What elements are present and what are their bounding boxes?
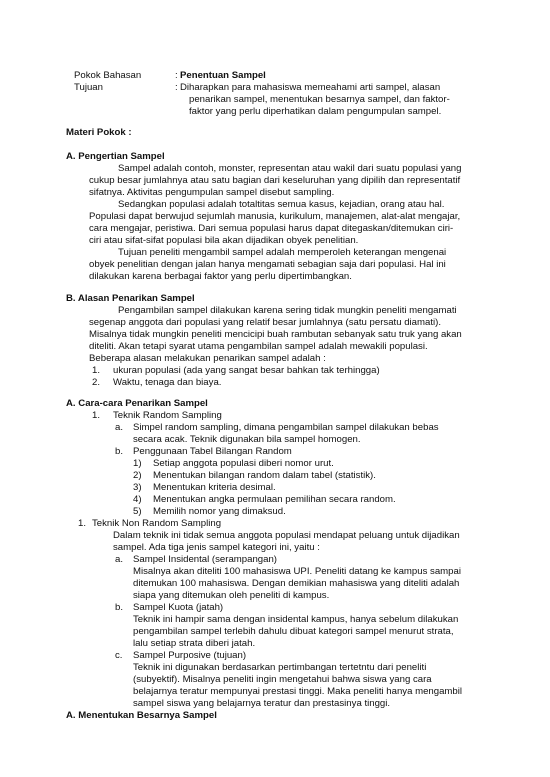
step-text: Menentukan kriteria desimal. (153, 482, 276, 493)
step-number: 5) (133, 506, 142, 517)
sub-item-line: Sampel Kuota (jatah) (133, 602, 224, 613)
paragraph-line: Populasi dapat berwujud sejumlah manusia, kurikulum, manajemen, alat-alat mengajar, (89, 211, 461, 222)
sub-item-line: Simpel random sampling, dimana pengambilan sampel dilakukan bebas (133, 422, 439, 433)
sub-item-line: Teknik ini digunakan berdasarkan pertimbangan tertetntu dari peneliti (133, 662, 427, 673)
step-number: 4) (133, 494, 142, 505)
materi-heading: Materi Pokok : (66, 127, 132, 138)
sub-item-line: pengambilan sampel terlebih dahulu dibuat kategori sampel menurut strata, (133, 626, 454, 637)
list-item: ukuran populasi (ada yang sangat besar bahkan tak terhingga) (113, 365, 380, 376)
paragraph-line: cukup besar jumlahnya atau satu bagian dari keseluruhan yang dipilih dan representatif (89, 175, 461, 186)
list-item: Waktu, tenaga dan biaya. (113, 377, 222, 388)
sub-item-line: Penggunaan Tabel Bilangan Random (133, 446, 292, 457)
step-number: 2) (133, 470, 142, 481)
paragraph-line: sifatnya. Aktivitas pengumpulan sampel disebut sampling. (89, 187, 335, 198)
paragraph-line: segenap anggota dari populasi yang relatif besar jumlahnya (satu persatu diamati). (89, 317, 441, 328)
tujuan-separator: : (175, 82, 178, 93)
sub-item-line: siapa yang ditemukan oleh peneliti di kampus. (133, 590, 330, 601)
list-item-number: 1. (92, 410, 101, 421)
paragraph-line: Misalnya tidak mungkin peneliti mencicipi buah rambutan sebanyak satu truk yang akan (89, 329, 462, 340)
tujuan-line: penarikan sampel, menentukan besarnya sampel, dan faktor- (189, 94, 450, 105)
step-text: Memilih nomor yang dimaksud. (153, 506, 286, 517)
sub-item-line: Teknik ini hampir sama dengan insidental kampus, hanya sebelum dilakukan (133, 614, 459, 625)
tujuan-line: faktor yang perlu diperhatikan dalam pengumpulan sampel. (189, 106, 442, 117)
sub-item-line: Misalnya akan diteliti 100 mahasiswa UPI. Peneliti datang ke kampus sampai (133, 566, 461, 577)
step-number: 1) (133, 458, 142, 469)
tujuan-line: Diharapkan para mahasiswa memeahami arti sampel, alasan (180, 82, 441, 93)
pokok-value: Penentuan Sampel (180, 70, 266, 81)
list-item-number: 1. (92, 365, 101, 376)
list-item: Teknik Non Random Sampling (92, 518, 222, 529)
list-item-number: 1. (78, 518, 87, 529)
sub-item-letter: a. (115, 422, 124, 433)
sub-item-letter: c. (115, 650, 123, 661)
paragraph-line: ciri atau sifat-sifat populasi bila akan dijadikan obyek penelitian. (89, 235, 359, 246)
sub-item-line: Sampel Insidental (serampangan) (133, 554, 277, 565)
paragraph-line: cara mengajar, peristiwa. Dari semua populasi harus dapat ditegaskan/ditemukan ciri- (89, 223, 454, 234)
section-heading: A. Pengertian Sampel (66, 151, 165, 162)
sub-item-line: Sampel Purposive (tujuan) (133, 650, 247, 661)
pokok-label: Pokok Bahasan (74, 70, 142, 81)
sub-item-letter: b. (115, 446, 124, 457)
step-text: Menentukan angka permulaan pemilihan secara random. (153, 494, 396, 505)
sub-item-line: belajarnya teratur mempunyai prestasi tinggi. Maka peneliti hanya mengambil (133, 686, 463, 697)
sub-item-letter: a. (115, 554, 124, 565)
list-item-number: 2. (92, 377, 101, 388)
sub-item-line: (subyektif). Misalnya peneliti ingin mengetahui bahwa siswa yang cara (133, 674, 432, 685)
step-text: Menentukan bilangan random dalam tabel (statistik). (153, 470, 376, 481)
paragraph-line: Tujuan peneliti mengambil sampel adalah memperoleh keterangan mengenai (118, 247, 447, 258)
paragraph-line: Beberapa alasan melakukan penarikan sampel adalah : (89, 353, 326, 364)
list-item: Teknik Random Sampling (113, 410, 222, 421)
section-heading: A. Menentukan Besarnya Sampel (66, 710, 217, 721)
step-text: Setiap anggota populasi diberi nomor urut. (153, 458, 334, 469)
tujuan-label: Tujuan (74, 82, 103, 93)
paragraph-line: sampel. Ada tiga jenis sampel kategori ini, yaitu : (113, 542, 320, 553)
step-number: 3) (133, 482, 142, 493)
pokok-separator: : (175, 70, 178, 81)
section-heading: A. Cara-cara Penarikan Sampel (66, 398, 208, 409)
paragraph-line: Pengambilan sampel dilakukan karena sering tidak mungkin peneliti mengamati (118, 305, 457, 316)
sub-item-line: ditemukan 100 mahasiswa. Dengan demikian mahasiswa yang diteliti adalah (133, 578, 460, 589)
paragraph-line: dilakukan karena berbagai faktor yang perlu dipertimbangkan. (89, 271, 352, 282)
sub-item-line: secara acak. Teknik digunakan bila sampel homogen. (133, 434, 361, 445)
sub-item-line: sampel siswa yang belajarnya teratur dan prestasinya tinggi. (133, 698, 391, 709)
sub-item-line: lalu setiap strata diberi jatah. (133, 638, 256, 649)
paragraph-line: obyek penelitian dengan jalan hanya mengamati sebagian saja dari populasi. Hal ini (89, 259, 446, 270)
section-heading: B. Alasan Penarikan Sampel (66, 293, 195, 304)
paragraph-line: Sampel adalah contoh, monster, representan atau wakil dari suatu populasi yang (118, 163, 462, 174)
paragraph-line: diteliti. Akan tetapi syarat utama pengambilan sampel adalah mewakili populasi. (89, 341, 428, 352)
paragraph-line: Dalam teknik ini tidak semua anggota populasi mendapat peluang untuk dijadikan (113, 530, 460, 541)
sub-item-letter: b. (115, 602, 124, 613)
paragraph-line: Sedangkan populasi adalah totaltitas semua kasus, kejadian, orang atau hal. (118, 199, 445, 210)
